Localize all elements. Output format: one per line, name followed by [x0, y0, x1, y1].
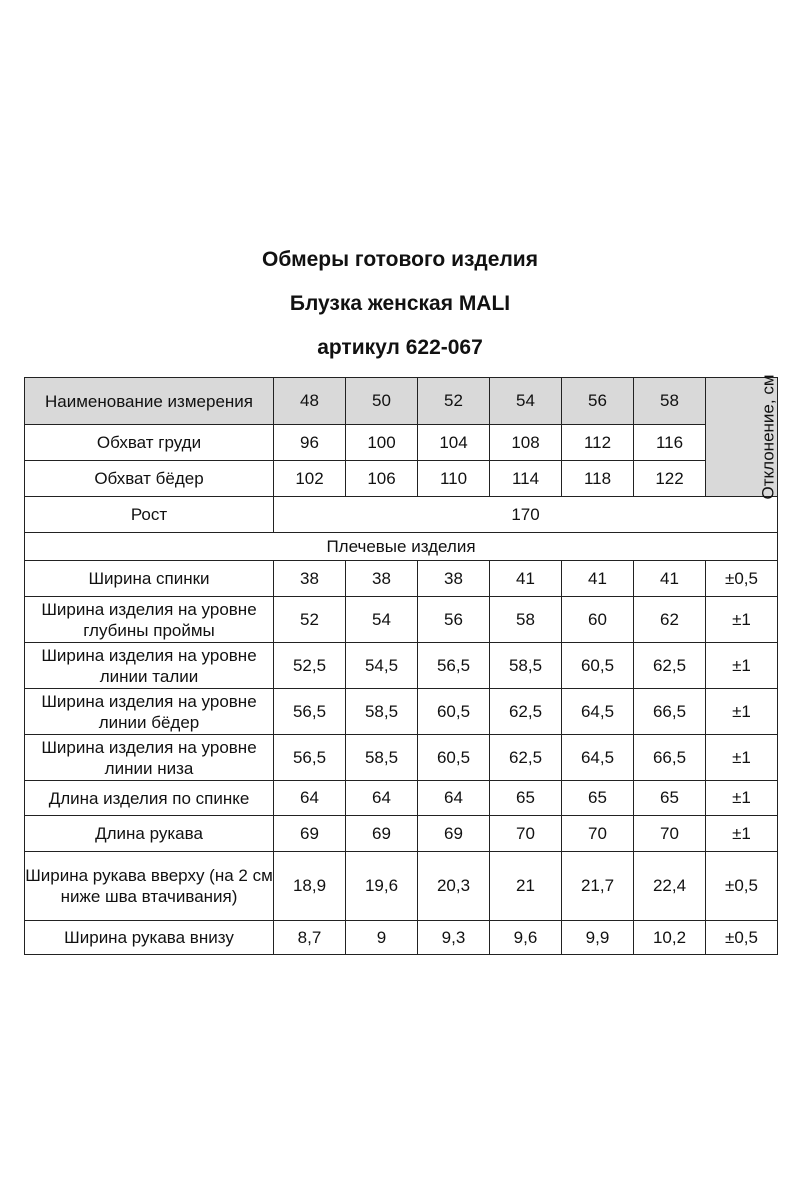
- cell-value: 9,3: [418, 921, 490, 955]
- row-label: Ширина изделия на уровне линии низа: [25, 735, 274, 781]
- size-header: 48: [274, 378, 346, 425]
- deviation-value: ±0,5: [706, 921, 778, 955]
- cell-value: 110: [418, 461, 490, 497]
- table-row: [25, 425, 778, 461]
- section-title: Плечевые изделия: [25, 533, 778, 561]
- cell-value: 52: [274, 597, 346, 643]
- cell-value: 38: [346, 561, 418, 597]
- cell-value: 9: [346, 921, 418, 955]
- row-label: Ширина изделия на уровне линии талии: [25, 643, 274, 689]
- cell-value: 108: [490, 425, 562, 461]
- row-label: Длина изделия по спинке: [25, 781, 274, 816]
- section-row: [25, 533, 778, 561]
- table-row: [25, 597, 778, 643]
- cell-value: 62,5: [490, 735, 562, 781]
- cell-value: 65: [490, 781, 562, 816]
- deviation-value: ±1: [706, 816, 778, 852]
- measurements-table: [24, 374, 778, 955]
- cell-value: 22,4: [634, 852, 706, 921]
- cell-value: 20,3: [418, 852, 490, 921]
- cell-value: 8,7: [274, 921, 346, 955]
- table-row: [25, 921, 778, 955]
- cell-value: 64: [346, 781, 418, 816]
- cell-value: 52,5: [274, 643, 346, 689]
- table-row: [25, 735, 778, 781]
- cell-value: 60,5: [418, 735, 490, 781]
- cell-value: 41: [490, 561, 562, 597]
- cell-value: 69: [418, 816, 490, 852]
- deviation-value: ±1: [706, 781, 778, 816]
- deviation-header: [706, 374, 778, 500]
- cell-value: 18,9: [274, 852, 346, 921]
- cell-value: 62,5: [634, 643, 706, 689]
- row-label: Ширина изделия на уровне глубины проймы: [25, 597, 274, 643]
- cell-value: 96: [274, 425, 346, 461]
- cell-value: 69: [346, 816, 418, 852]
- cell-value: 56,5: [418, 643, 490, 689]
- cell-value: 9,6: [490, 921, 562, 955]
- cell-value: 64: [274, 781, 346, 816]
- cell-value: 54,5: [346, 643, 418, 689]
- size-header: 56: [562, 378, 634, 425]
- cell-value: 104: [418, 425, 490, 461]
- cell-value: 118: [562, 461, 634, 497]
- cell-value: 58,5: [346, 735, 418, 781]
- product-name: Блузка женская MALI: [289, 292, 511, 315]
- cell-value: 60,5: [418, 689, 490, 735]
- height-value: 170: [274, 497, 778, 533]
- row-label: Ширина рукава внизу: [25, 921, 274, 955]
- deviation-value: ±0,5: [706, 561, 778, 597]
- cell-value: 65: [634, 781, 706, 816]
- cell-value: 21: [490, 852, 562, 921]
- size-header: 54: [490, 378, 562, 425]
- cell-value: 66,5: [634, 689, 706, 735]
- document-title: Обмеры готового изделия: [262, 248, 538, 271]
- row-label: Длина рукава: [25, 816, 274, 852]
- table-row: [25, 816, 778, 852]
- row-label: Рост: [25, 497, 274, 533]
- cell-value: 60,5: [562, 643, 634, 689]
- cell-value: 64,5: [562, 735, 634, 781]
- row-label: Ширина спинки: [25, 561, 274, 597]
- cell-value: 112: [562, 425, 634, 461]
- cell-value: 38: [418, 561, 490, 597]
- cell-value: 38: [274, 561, 346, 597]
- document-title-block: [0, 238, 800, 370]
- cell-value: 66,5: [634, 735, 706, 781]
- table-row: [25, 561, 778, 597]
- cell-value: 9,9: [562, 921, 634, 955]
- cell-value: 65: [562, 781, 634, 816]
- cell-value: 56,5: [274, 735, 346, 781]
- cell-value: 54: [346, 597, 418, 643]
- row-label: Ширина изделия на уровне линии бёдер: [25, 689, 274, 735]
- table-row: [25, 689, 778, 735]
- cell-value: 69: [274, 816, 346, 852]
- cell-value: 58,5: [490, 643, 562, 689]
- row-label: Ширина рукава вверху (на 2 см ниже шва втачивания): [25, 852, 274, 921]
- table-row: [25, 852, 778, 921]
- deviation-value: ±0,5: [706, 852, 778, 921]
- header-row: [25, 378, 778, 425]
- cell-value: 100: [346, 425, 418, 461]
- cell-value: 70: [490, 816, 562, 852]
- cell-value: 70: [634, 816, 706, 852]
- size-header: 50: [346, 378, 418, 425]
- deviation-value: ±1: [706, 597, 778, 643]
- deviation-value: ±1: [706, 689, 778, 735]
- article-number: артикул 622-067: [317, 336, 483, 359]
- cell-value: 122: [634, 461, 706, 497]
- cell-value: 60: [562, 597, 634, 643]
- size-header: 52: [418, 378, 490, 425]
- cell-value: 70: [562, 816, 634, 852]
- table-row: [25, 643, 778, 689]
- row-label: Обхват бёдер: [25, 461, 274, 497]
- cell-value: 116: [634, 425, 706, 461]
- cell-value: 41: [562, 561, 634, 597]
- deviation-value: ±1: [706, 643, 778, 689]
- deviation-header-label: Отклонение, см: [758, 374, 778, 500]
- cell-value: 10,2: [634, 921, 706, 955]
- cell-value: 102: [274, 461, 346, 497]
- row-label: Обхват груди: [25, 425, 274, 461]
- cell-value: 64: [418, 781, 490, 816]
- cell-value: 56,5: [274, 689, 346, 735]
- cell-value: 106: [346, 461, 418, 497]
- cell-value: 21,7: [562, 852, 634, 921]
- cell-value: 62: [634, 597, 706, 643]
- cell-value: 41: [634, 561, 706, 597]
- cell-value: 58: [490, 597, 562, 643]
- cell-value: 62,5: [490, 689, 562, 735]
- table-row: [25, 461, 778, 497]
- cell-value: 114: [490, 461, 562, 497]
- size-header: 58: [634, 378, 706, 425]
- cell-value: 58,5: [346, 689, 418, 735]
- cell-value: 64,5: [562, 689, 634, 735]
- cell-value: 56: [418, 597, 490, 643]
- deviation-value: ±1: [706, 735, 778, 781]
- cell-value: 19,6: [346, 852, 418, 921]
- height-row: [25, 497, 778, 533]
- measurement-name-header: Наименование измерения: [25, 378, 274, 425]
- table-row: [25, 781, 778, 816]
